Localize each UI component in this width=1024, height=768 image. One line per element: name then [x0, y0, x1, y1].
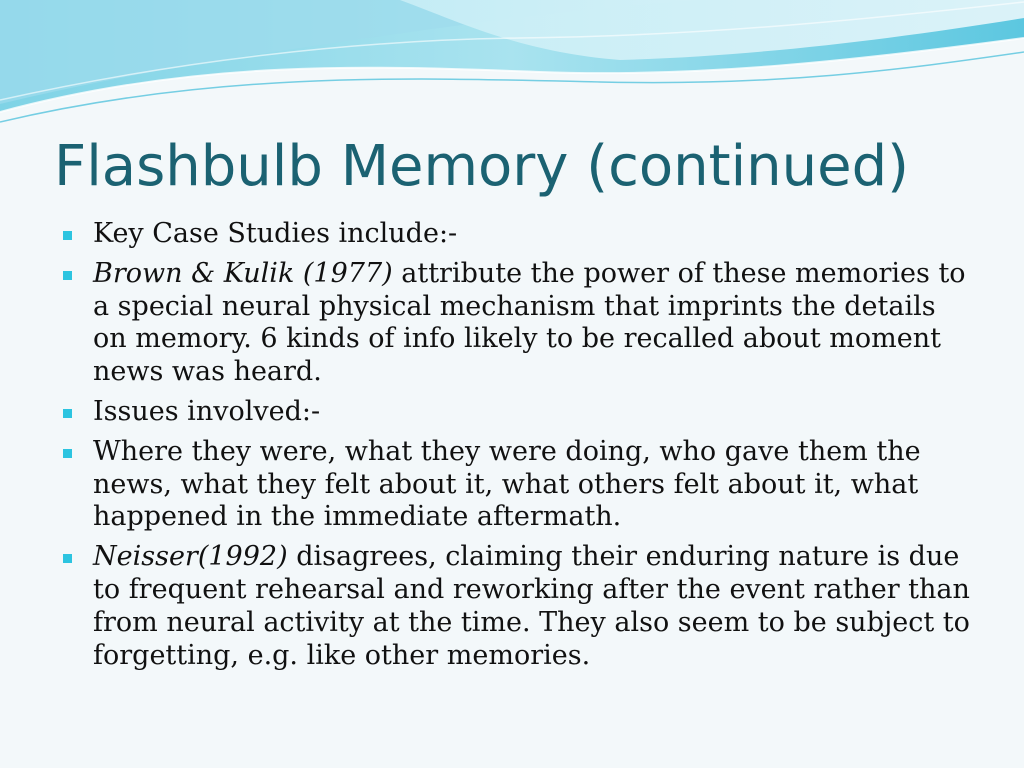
bullet-citation: Brown & Kulik (1977) — [93, 257, 393, 289]
square-bullet-icon — [63, 449, 72, 458]
bullet-item — [62, 258, 977, 389]
bullet-text: Where they were, what they were doing, who gave them the news, what they felt about it, what others felt about it, what happened in the immediate aftermath. — [93, 435, 921, 533]
square-bullet-icon — [63, 271, 72, 280]
bullet-item — [62, 436, 977, 534]
square-bullet-icon — [63, 231, 72, 240]
square-bullet-icon — [63, 409, 72, 418]
bullet-item — [62, 218, 977, 251]
bullet-text: Key Case Studies include:- — [93, 218, 458, 249]
slide-title: Flashbulb Memory (continued) — [54, 134, 909, 199]
square-bullet-icon — [63, 554, 72, 563]
bullet-item — [62, 396, 977, 429]
header-wave-decoration — [0, 0, 1024, 125]
bullet-list — [62, 218, 977, 679]
bullet-item — [62, 541, 977, 672]
bullet-text: attribute the power of these memories to a special neural physical mechanism that imprints the details on memory. 6 kinds of info likely to be recalled about moment news was heard. — [93, 257, 966, 388]
bullet-text: Issues involved:- — [93, 395, 321, 427]
bullet-text: disagrees, claiming their enduring nature is due to frequent rehearsal and reworking after the event rather than from neural activity at the time. They also seem to be subject to forgetting, e.g. like other memories. — [93, 541, 970, 671]
bullet-citation: Neisser(1992) — [93, 541, 288, 573]
